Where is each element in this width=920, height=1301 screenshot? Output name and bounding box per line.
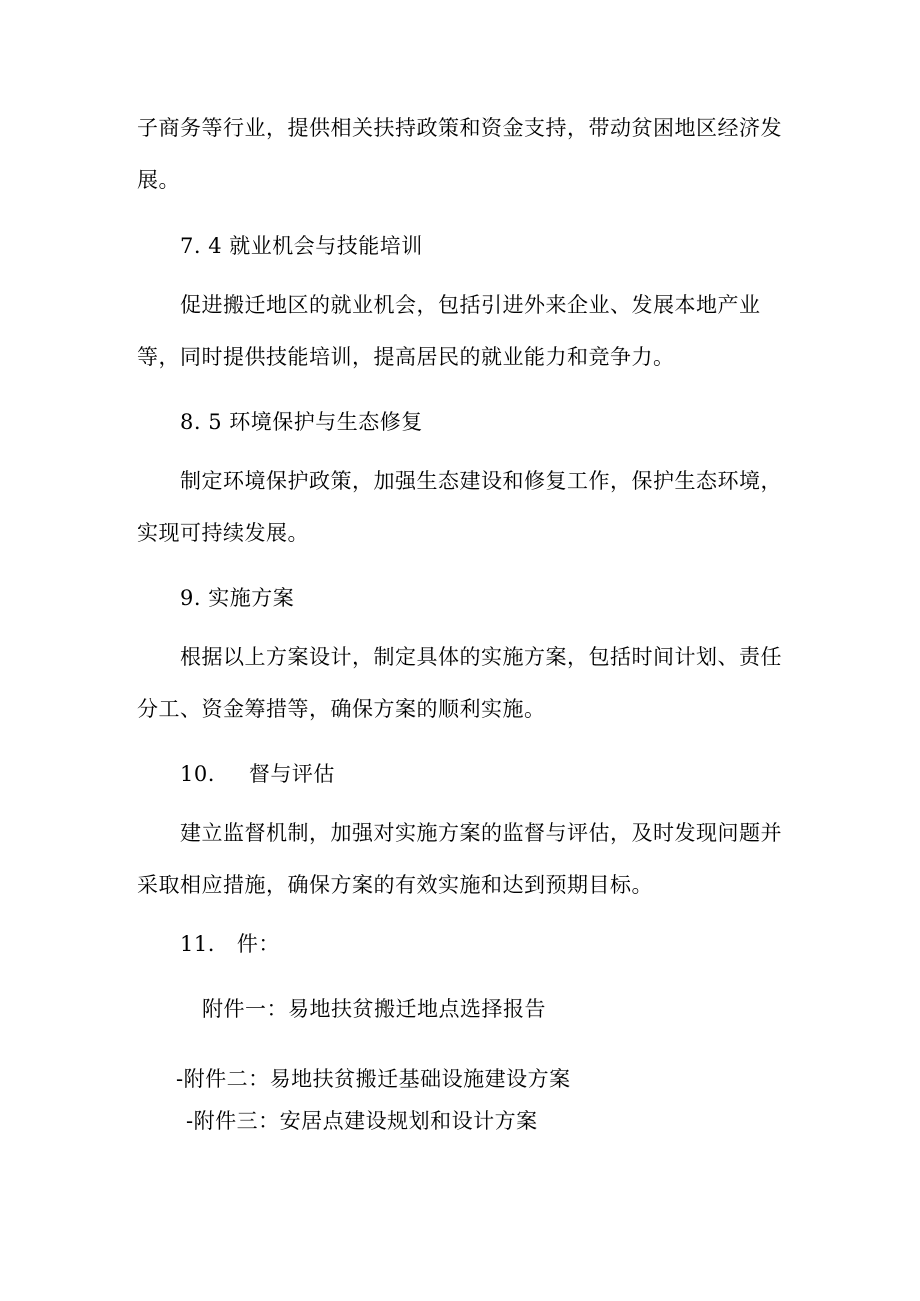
section-heading-10 xyxy=(180,759,335,789)
section-heading-7-4: 7. 4 就业机会与技能培训 xyxy=(180,234,423,258)
heading-number: 10. xyxy=(180,762,215,786)
paragraph-line: 子商务等行业，提供相关扶持政策和资金支持，带动贫困地区经济发 xyxy=(137,116,782,140)
section-heading-9: 9. 实施方案 xyxy=(180,586,295,610)
section-heading-8-5: 8. 5 环境保护与生态修复 xyxy=(180,410,423,434)
heading-text: 督与评估 xyxy=(248,762,335,786)
paragraph-line: 展。 xyxy=(137,168,180,192)
attachment-item-1: 附件一：易地扶贫搬迁地点选择报告 xyxy=(202,997,546,1021)
paragraph-line: 促进搬迁地区的就业机会，包括引进外来企业、发展本地产业 xyxy=(180,293,761,317)
paragraph-line: 建立监督机制，加强对实施方案的监督与评估，及时发现问题并 xyxy=(180,821,782,845)
heading-number: 11. xyxy=(180,932,215,956)
paragraph-line: 分工、资金筹措等，确保方案的顺利实施。 xyxy=(137,697,546,721)
attachment-item-2: -附件二：易地扶贫搬迁基础设施建设方案 xyxy=(176,1067,571,1091)
paragraph-line: 根据以上方案设计，制定具体的实施方案，包括时间计划、责任 xyxy=(180,645,782,669)
paragraph-line: 采取相应措施，确保方案的有效实施和达到预期目标。 xyxy=(137,873,653,897)
heading-text: 件： xyxy=(236,932,280,956)
attachment-item-3: -附件三：安居点建设规划和设计方案 xyxy=(186,1109,538,1133)
paragraph-line: 等，同时提供技能培训，提高居民的就业能力和竞争力。 xyxy=(137,345,675,369)
paragraph-line: 制定环境保护政策，加强生态建设和修复工作，保护生态环境， xyxy=(180,469,782,493)
section-heading-11 xyxy=(180,929,280,959)
paragraph-line: 实现可持续发展。 xyxy=(137,521,309,545)
